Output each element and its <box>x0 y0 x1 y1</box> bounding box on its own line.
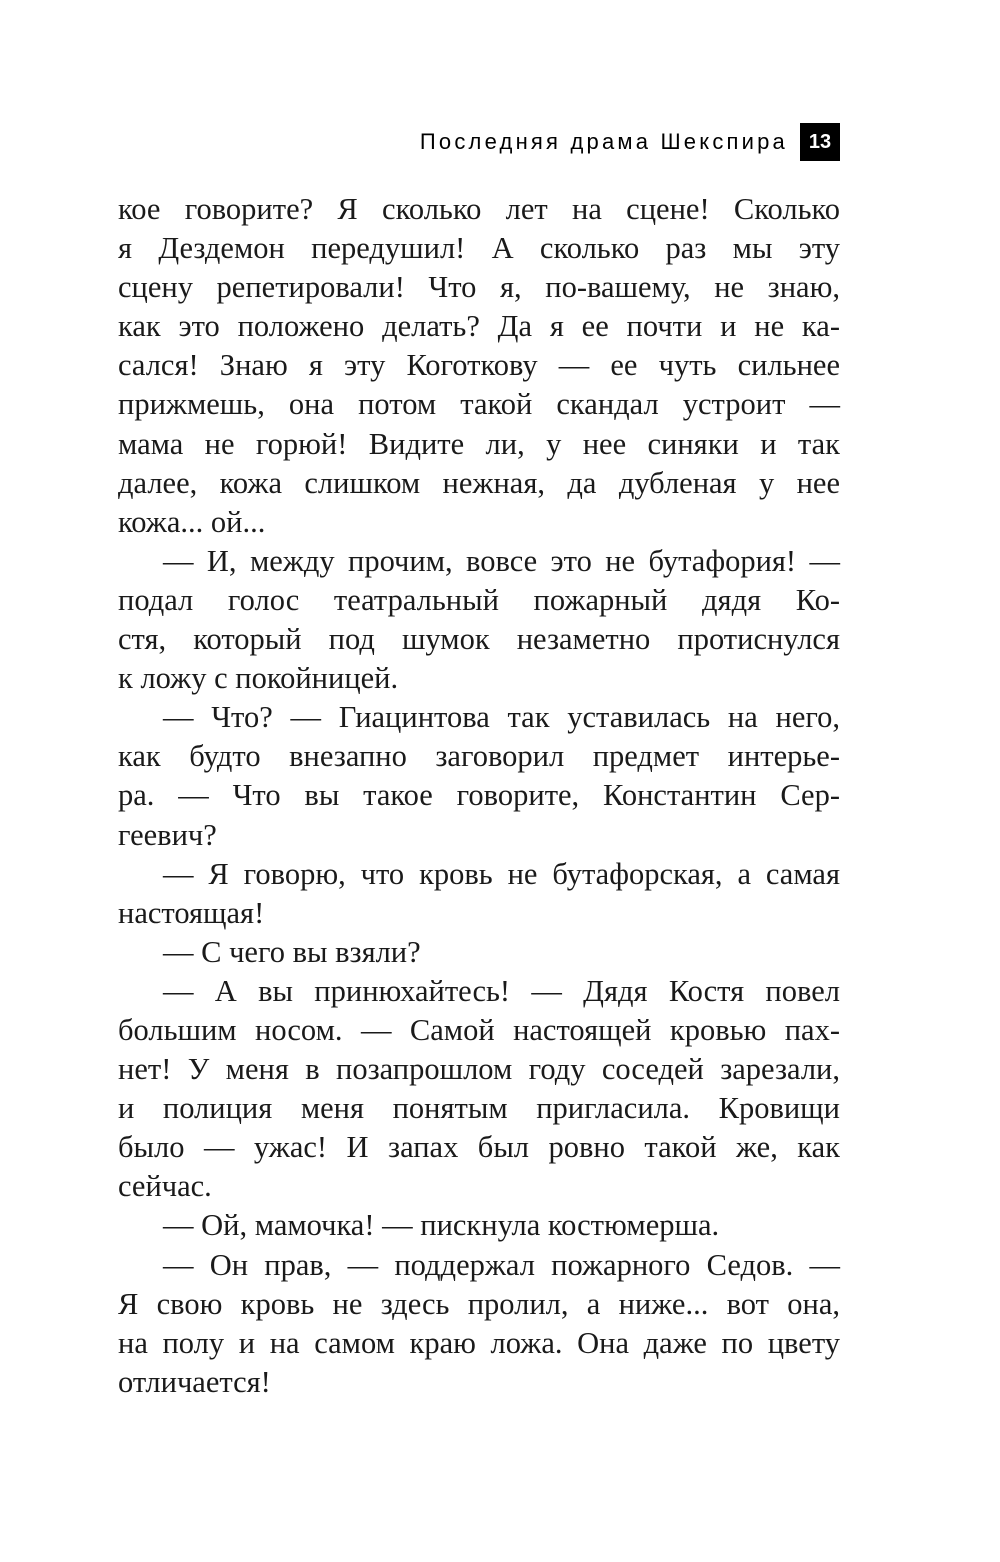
text-line: как будто внезапно заговорил предмет интерье- <box>118 739 840 774</box>
text-line: — И, между прочим, вовсе это не бутафория! — <box>163 543 840 578</box>
text-line: — Я говорю, что кровь не бутафорская, а самая <box>163 856 840 891</box>
text-line: кое говорите? Я сколько лет на сцене! Сколько <box>118 192 840 226</box>
text-line: сцену репетировали! Что я, по-вашему, не знаю, <box>118 270 840 305</box>
text-line: на полу и на самом краю ложа. Она даже по цвету <box>118 1325 840 1360</box>
text-line: отличается! <box>118 1364 271 1399</box>
text-line: большим носом. — Самой настоящей кровью пах- <box>118 1012 840 1047</box>
text-line: кожа... ой... <box>118 504 266 539</box>
text-line: настоящая! <box>118 895 265 930</box>
text-line: к ложу с покойницей. <box>118 661 399 696</box>
text-line: я Дездемон передушил! А сколько раз мы эту <box>118 231 840 266</box>
text-line: — А вы принюхайтесь! — Дядя Костя повел <box>163 973 840 1008</box>
text-line: прижмешь, она потом такой скандал устроит — <box>118 387 840 422</box>
text-line: Я свою кровь не здесь пролил, а ниже... вот она, <box>118 1286 840 1321</box>
text-line: сался! Знаю я эту Коготкову — ее чуть сильнее <box>118 348 840 383</box>
text-line: геевич? <box>118 817 217 852</box>
text-line: сейчас. <box>118 1169 212 1204</box>
page-number: 13 <box>800 123 840 161</box>
text-line: нет! У меня в позапрошлом году соседей зарезали, <box>118 1052 840 1087</box>
text-line: — Что? — Гиацинтова так уставилась на него, <box>163 700 840 735</box>
text-line: как это положено делать? Да я ее почти и не ка- <box>118 309 840 344</box>
running-header-title: Последняя драма Шекспира <box>419 129 788 154</box>
text-line: и полиция меня понятым пригласила. Кровищи <box>118 1091 840 1126</box>
text-line: ра. — Что вы такое говорите, Константин Сер- <box>118 778 840 813</box>
text-line: было — ужас! И запах был ровно такой же, как <box>118 1130 840 1165</box>
running-header <box>118 123 840 161</box>
text-line: стя, который под шумок незаметно протиснулся <box>118 622 840 657</box>
text-line: мама не горюй! Видите ли, у нее синяки и так <box>118 426 840 461</box>
text-line: подал голос театральный пожарный дядя Ко- <box>118 582 840 617</box>
body-text <box>118 190 840 1402</box>
text-line: — С чего вы взяли? <box>163 934 421 969</box>
text-line: далее, кожа слишком нежная, да дубленая у нее <box>118 465 840 500</box>
text-line: — Он прав, — поддержал пожарного Седов. — <box>163 1247 840 1282</box>
text-line: — Ой, мамочка! — пискнула костюмерша. <box>163 1208 720 1243</box>
